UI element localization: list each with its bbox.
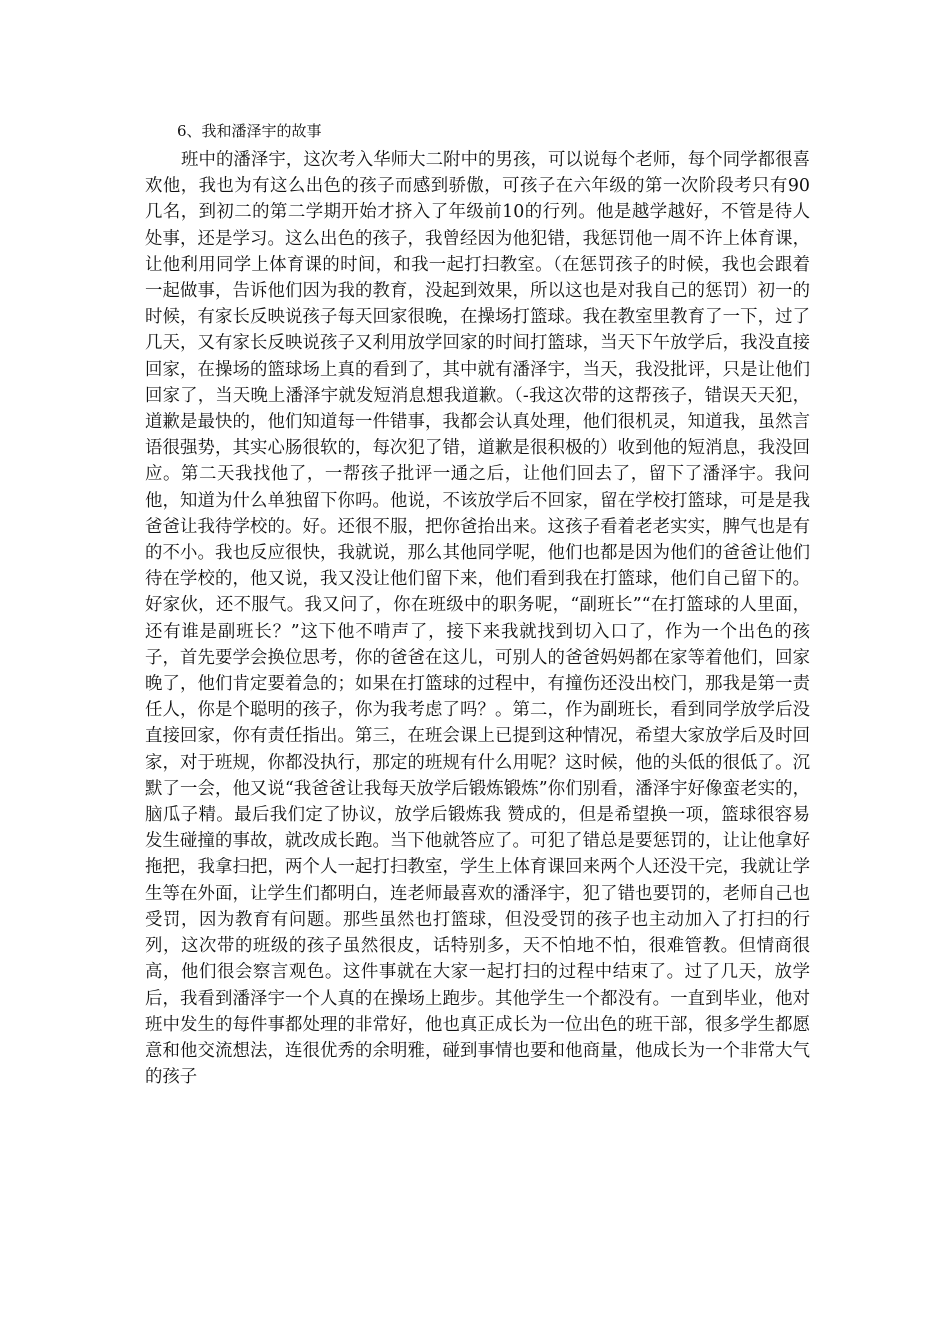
document-page <box>145 118 810 1090</box>
document-body-paragraph: 班中的潘泽宇，这次考入华师大二附中的男孩，可以说每个老师，每个同学都很喜欢他，我也为有这么出色的孩子而感到骄傲，可孩子在六年级的第一次阶段考只有90几名，到初二的第二学期开始才挤入了年级前10的行列。他是越学越好，不管是待人处事，还是学习。这么出色的孩子，我曾经因为他犯错，我惩罚他一周不许上体育课，让他利用同学上体育课的时间，和我一起打扫教室。（在惩罚孩子的时候，我也会跟着一起做事，告诉他们因为我的教育，没起到效果，所以这也是对我自己的惩罚）初一的时候，有家长反映说孩子每天回家很晚，在操场打篮球。我在教室里教育了一下，过了几天，又有家长反映说孩子又利用放学回家的时间打篮球，当天下午放学后，我没直接回家，在操场的篮球场上真的看到了，其中就有潘泽宇，当天，我没批评，只是让他们回家了，当天晚上潘泽宇就发短消息想我道歉。（-我这次带的这帮孩子，错误天天犯，道歉是最快的，他们知道每一件错事，我都会认真处理，他们很机灵，知道我，虽然言语很强势，其实心肠很软的，每次犯了错，道歉是很积极的）收到他的短消息，我没回应。第二天我找他了，一帮孩子批评一通之后，让他们回去了，留下了潘泽宇。我问他，知道为什么单独留下你吗。他说，不该放学后不回家，留在学校打篮球，可是是我爸爸让我待学校的。好。还很不服，把你爸抬出来。这孩子看着老老实实，脾气也是有的不小。我也反应很快，我就说，那么其他同学呢，他们也都是因为他们的爸爸让他们待在学校的，他又说，我又没让他们留下来，他们看到我在打篮球，他们自己留下的。好家伙，还不服气。我又问了，你在班级中的职务呢，“副班长”“在打篮球的人里面，还有谁是副班长？”这下他不啃声了，接下来我就找到切入口了，作为一个出色的孩子，首先要学会换位思考，你的爸爸在这儿，可别人的爸爸妈妈都在家等着他们，回家晚了，他们肯定要着急的；如果在打篮球的过程中，有撞伤还没出校门，那我是第一责任人，你是个聪明的孩子，你为我考虑了吗？。第二，作为副班长，看到同学放学后没直接回家，你有责任指出。第三，在班会课上已提到这种情况，希望大家放学后及时回家，对于班规，你都没执行，那定的班规有什么用呢？这时候，他的头低的很低了。沉默了一会，他又说“我爸爸让我每天放学后锻炼锻炼”你们别看，潘泽宇好像蛮老实的，脑瓜子精。最后我们定了协议，放学后锻炼我 赞成的，但是希望换一项，篮球很容易发生碰撞的事故，就改成长跑。当下他就答应了。可犯了错总是要惩罚的，让让他拿好拖把，我拿扫把，两个人一起打扫教室，学生上体育课回来两个人还没干完，我就让学生等在外面，让学生们都明白，连老师最喜欢的潘泽宇，犯了错也要罚的，老师自己也受罚，因为教育有问题。那些虽然也打篮球，但没受罚的孩子也主动加入了打扫的行列，这次带的班级的孩子虽然很皮，话特别多，天不怕地不怕，很难管教。但情商很高，他们很会察言观色。这件事就在大家一起打扫的过程中结束了。过了几天，放学后，我看到潘泽宇一个人真的在操场上跑步。其他学生一个都没有。一直到毕业，他对班中发生的每件事都处理的非常好，他也真正成长为一位出色的班干部，很多学生都愿意和他交流想法，连很优秀的余明雅，碰到事情也要和他商量，他成长为一个非常大气的孩子 <box>145 150 810 1088</box>
document-title: 6、我和潘泽宇的故事 <box>177 122 322 140</box>
